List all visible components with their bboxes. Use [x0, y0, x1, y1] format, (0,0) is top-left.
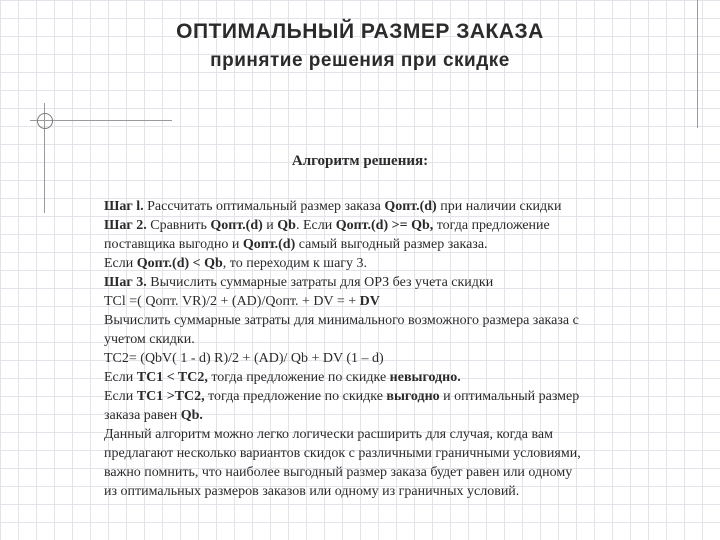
text-segment: Вычислить суммарные затраты для минимального возможного размера заказа с — [104, 313, 579, 328]
text-line — [104, 273, 664, 292]
right-vertical-rule — [697, 0, 698, 128]
text-line — [104, 482, 664, 501]
text-segment: тогда предложение по скидке — [204, 389, 387, 404]
text-segment: и — [262, 218, 278, 233]
bold-text: Шаг 3. — [104, 275, 147, 290]
text-line — [104, 235, 664, 254]
text-segment: Если — [104, 256, 137, 271]
text-segment: важно помнить, что наиболее выгодный размер заказа будет равен или одному — [104, 465, 573, 480]
text-line — [104, 254, 664, 273]
algorithm-text — [104, 197, 664, 501]
bold-text: Шаг l. — [104, 199, 144, 214]
text-segment: учетом скидки. — [104, 332, 195, 347]
text-segment: предлагают несколько вариантов скидок с различными граничными условиями, — [104, 446, 581, 461]
text-line — [104, 425, 664, 444]
text-segment: Если — [104, 370, 137, 385]
text-line — [104, 463, 664, 482]
text-line — [104, 197, 664, 216]
bold-text: TC1 >TC2, — [136, 389, 205, 404]
text-segment: заказа равен — [104, 408, 181, 423]
bold-text: Qопт.(d) < Qb — [136, 256, 223, 271]
text-segment: Рассчитать оптимальный размер заказа — [143, 199, 385, 214]
text-segment: , то переходим к шагу 3. — [222, 256, 368, 271]
text-line — [104, 311, 664, 330]
bold-text: выгодно — [386, 389, 440, 404]
bold-text: Qопт.(d) >= Qb, — [335, 218, 434, 233]
text-line — [104, 368, 664, 387]
text-line — [104, 349, 664, 368]
bold-text: DV — [359, 294, 380, 309]
text-segment: TCl =( Qопт. VR)/2 + (AD)/Qопт. + DV = + — [104, 294, 360, 309]
bold-text: Qопт.(d) — [384, 199, 437, 214]
bold-text: невыгодно. — [389, 370, 461, 385]
text-line — [104, 444, 664, 463]
text-line — [104, 387, 664, 406]
text-line — [104, 330, 664, 349]
text-segment: тогда предложение по скидке — [207, 370, 390, 385]
page-subtitle: принятие решения при скидке — [210, 50, 510, 71]
text-segment: поставщика выгодно и — [104, 237, 243, 252]
text-line — [104, 292, 664, 311]
text-segment: тогда предложение — [433, 218, 550, 233]
bold-text: Qопт.(d) — [242, 237, 296, 252]
crosshair-circle-icon — [37, 113, 53, 129]
text-segment: и оптимальный размер — [439, 389, 580, 404]
algorithm-heading: Алгоритм решения: — [291, 153, 429, 169]
text-segment: при наличии скидки — [436, 199, 562, 214]
bold-text: Qb — [277, 218, 296, 233]
text-segment: Вычислить суммарные затраты для ОРЗ без учета скидки — [146, 275, 494, 290]
text-line — [104, 406, 664, 425]
text-segment: из оптимальных размеров заказов или одному из граничных условий. — [104, 484, 520, 499]
text-segment: Данный алгоритм можно легко логически расширить для случая, когда вам — [104, 427, 553, 442]
text-segment: Сравнить — [146, 218, 211, 233]
text-segment: самый выгодный размер заказа. — [295, 237, 488, 252]
bold-text: Шаг 2. — [104, 218, 147, 233]
text-line — [104, 216, 664, 235]
page-title: ОПТИМАЛЬНЫЙ РАЗМЕР ЗАКАЗА — [176, 20, 544, 43]
text-segment: TC2= (QbV( 1 - d) R)/2 + (AD)/ Qb + DV (1 – d) — [104, 351, 384, 366]
bold-text: Qопт.(d) — [210, 218, 263, 233]
text-segment: . Если — [295, 218, 336, 233]
bold-text: TC1 < TC2, — [136, 370, 208, 385]
text-segment: Если — [104, 389, 137, 404]
bold-text: Qb. — [180, 408, 203, 423]
